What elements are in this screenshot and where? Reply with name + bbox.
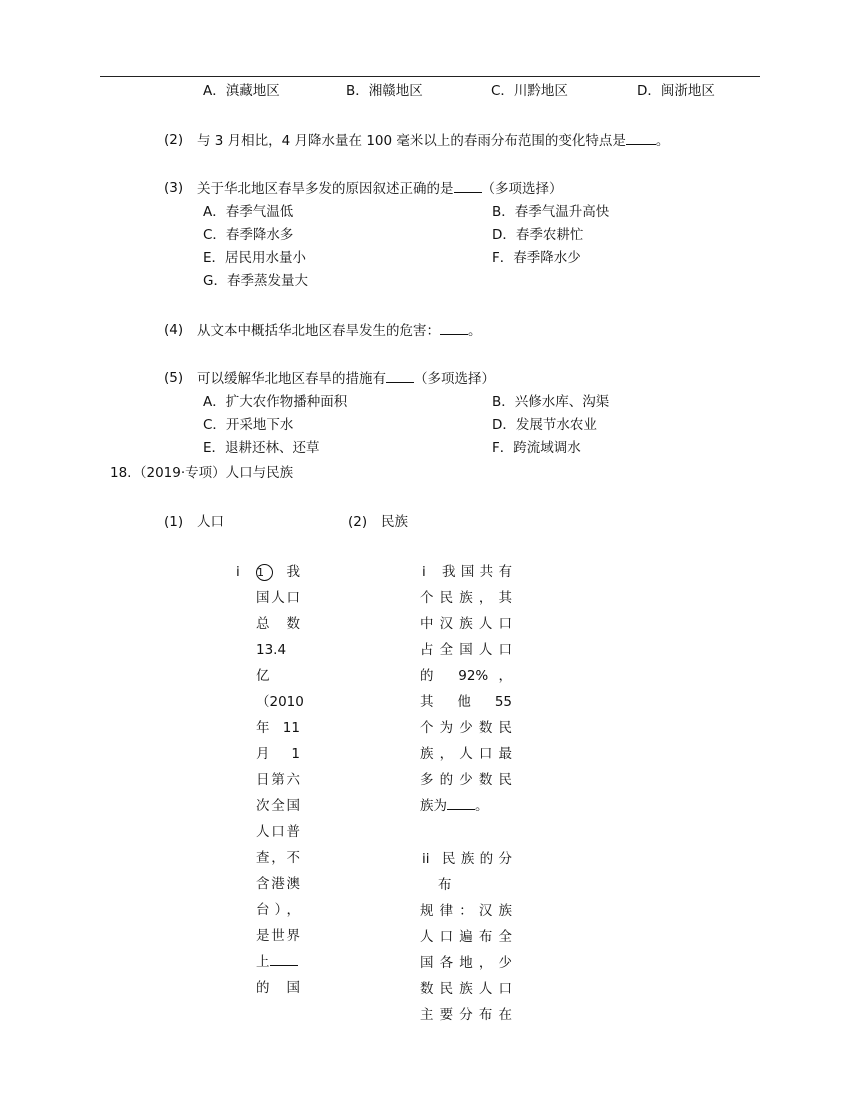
- pop-line: 查，不: [256, 850, 300, 866]
- q5-option-b: B．兴修水库、沟渠: [492, 394, 610, 410]
- eth1-roman: i: [422, 564, 426, 580]
- pop-line: 总 数: [256, 616, 300, 632]
- pop-line: 日第六: [256, 772, 300, 788]
- q1-option-b: B．湘赣地区: [346, 83, 423, 99]
- eth2-roman: ii: [422, 851, 430, 867]
- circled-number: 1: [256, 564, 273, 581]
- q3-option-b: B．春季气温升高快: [492, 204, 610, 220]
- pop-answer-blank[interactable]: [270, 951, 298, 966]
- q4-answer-blank[interactable]: [440, 320, 468, 335]
- q1-option-c: C．川黔地区: [491, 83, 568, 99]
- eth1-line: 族为 。: [420, 793, 512, 819]
- eth2-column: [420, 846, 512, 1028]
- pop-line: 人口普: [256, 824, 300, 840]
- eth2-line: 主要分布在: [420, 1007, 512, 1023]
- header-rule: [100, 76, 760, 77]
- q5-stem: 可以缓解华北地区春旱的措施有: [197, 371, 386, 387]
- q3-suffix: （多项选择）: [481, 181, 563, 197]
- pop-line: （2010: [256, 694, 304, 710]
- eth2-line: 布: [438, 877, 452, 893]
- pop-line: 13.4: [256, 642, 287, 658]
- pop-line: 国人口: [256, 590, 300, 606]
- pop-line: 亿: [256, 668, 270, 684]
- pop-line: 是世界: [256, 928, 300, 944]
- pop-line: 台），: [256, 902, 300, 918]
- eth2-line: 数民族人口: [420, 981, 512, 997]
- eth1-line: 其 他 55: [420, 694, 512, 710]
- q3-number: (3): [164, 180, 184, 196]
- q2-stem: 与 3 月相比，4 月降水量在 100 毫米以上的春雨分布范围的变化特点是: [197, 133, 626, 149]
- eth2-line: 民族的分: [442, 851, 512, 867]
- q4-number: (4): [164, 322, 184, 338]
- q3-option-d: D．春季农耕忙: [492, 227, 584, 243]
- pop-line: 次全国: [256, 798, 300, 814]
- eth1-line: 中汉族人口: [420, 616, 512, 632]
- eth1-answer-blank[interactable]: [447, 795, 475, 810]
- pop-line: 上: [256, 949, 300, 975]
- eth1-line: 个民族，其: [420, 590, 512, 606]
- pop-column: [256, 559, 304, 1001]
- q3-answer-blank[interactable]: [454, 178, 482, 193]
- q5-option-a: A．扩大农作物播种面积: [203, 394, 348, 410]
- eth1-line: 族，人口最: [420, 746, 512, 762]
- eth2-line: 国各地，少: [420, 955, 512, 971]
- q5-option-e: E．退耕还林、还草: [203, 440, 320, 456]
- q18-number: 18.: [110, 465, 132, 481]
- pop-line: 的 国: [256, 980, 300, 996]
- q18-sub1-label: 人口: [197, 514, 224, 530]
- pop-line: 月 1: [256, 746, 300, 762]
- q3-option-g: G．春季蒸发量大: [203, 273, 308, 289]
- eth1-line: 个为少数民: [420, 720, 512, 736]
- q5-text: [197, 368, 495, 389]
- q5-number: (5): [164, 370, 184, 386]
- q1-option-a: A．滇藏地区: [203, 83, 280, 99]
- q3-option-c: C．春季降水多: [203, 227, 294, 243]
- q5-option-c: C．开采地下水: [203, 417, 294, 433]
- q3-stem: 关于华北地区春旱多发的原因叙述正确的是: [197, 181, 454, 197]
- eth1-line: 的 92%，: [420, 668, 512, 684]
- pop-line: 1 我: [257, 564, 300, 580]
- q4-end: 。: [468, 323, 482, 339]
- q18-sub2-number: (2): [348, 514, 368, 530]
- q5-answer-blank[interactable]: [386, 368, 414, 383]
- q2-number: (2): [164, 132, 184, 148]
- eth2-line: 人口遍布全: [420, 929, 512, 945]
- q3-text: [197, 178, 563, 199]
- q3-option-e: E．居民用水量小: [203, 250, 307, 266]
- eth1-line: 占全国人口: [420, 642, 512, 658]
- q3-option-f: F．春季降水少: [492, 250, 581, 266]
- q18-sub1-number: (1): [164, 514, 184, 530]
- q2-answer-blank[interactable]: [626, 130, 656, 145]
- eth1-column: [420, 559, 512, 819]
- eth1-line: 多的少数民: [420, 772, 512, 788]
- eth1-line: 我国共有: [442, 564, 512, 580]
- q5-option-f: F．跨流域调水: [492, 440, 581, 456]
- pop-roman: i: [236, 564, 240, 580]
- q18-title: （2019·专项）人口与民族: [133, 465, 294, 481]
- q4-text: [197, 320, 482, 341]
- q2-end: 。: [655, 133, 670, 149]
- q2-text: [197, 130, 669, 151]
- q4-stem: 从文本中概括华北地区春旱发生的危害：: [197, 323, 440, 339]
- q3-option-a: A．春季气温低: [203, 204, 294, 220]
- eth2-line: 规律：汉族: [420, 903, 512, 919]
- q1-option-d: D．闽浙地区: [637, 83, 715, 99]
- q18-sub2-label: 民族: [381, 514, 408, 530]
- q5-option-d: D．发展节水农业: [492, 417, 597, 433]
- q5-suffix: （多项选择）: [414, 371, 495, 387]
- pop-line: 年 11: [256, 720, 300, 736]
- pop-line: 含港澳: [256, 876, 300, 892]
